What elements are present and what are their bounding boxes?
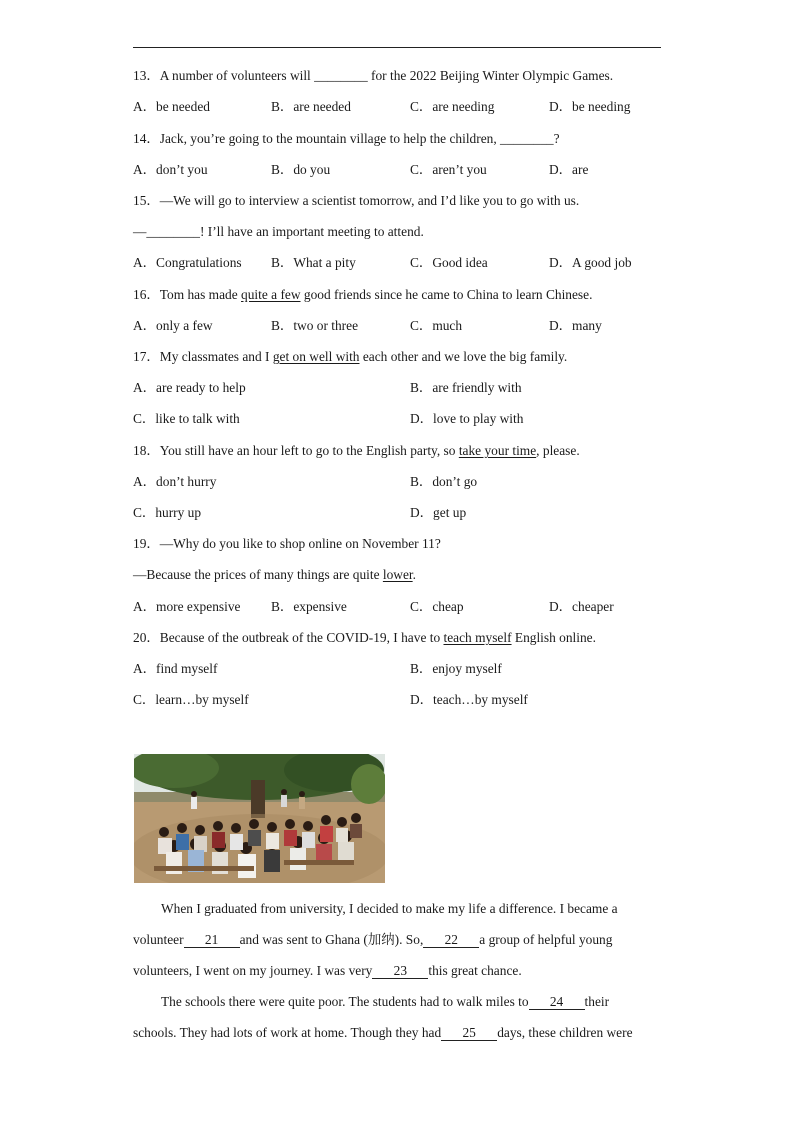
q17-option-d[interactable]: D．love to play with [410, 411, 524, 426]
question-14: 14．Jack, you’re going to the mountain village to help the children, ________? [133, 131, 560, 146]
underlined-phrase: take your time [458, 443, 537, 458]
q20-option-a[interactable]: A．find myself [133, 661, 218, 676]
blank-22[interactable]: 22 [423, 932, 479, 948]
q15-option-d[interactable]: D．A good job [549, 255, 632, 270]
blank-23[interactable]: 23 [372, 963, 428, 979]
q18-option-c[interactable]: C．hurry up [133, 505, 202, 520]
blank-21[interactable]: 21 [184, 932, 240, 948]
q17-option-c[interactable]: C．like to talk with [133, 411, 240, 426]
q20-option-d[interactable]: D．teach…by myself [410, 692, 528, 707]
q17-option-b[interactable]: B．are friendly with [410, 380, 522, 395]
q16-option-a[interactable]: A．only a few [133, 318, 213, 333]
question-13: 13．A number of volunteers will ________ for the 2022 Beijing Winter Olympic Games. [133, 68, 614, 83]
passage-line-1: When I graduated from university, I decided to make my life a difference. I became a [161, 901, 618, 916]
header-rule [133, 47, 661, 48]
underlined-phrase: teach myself [443, 630, 512, 645]
question-16: 16．Tom has made quite a few good friends since he came to China to learn Chinese. [133, 287, 593, 302]
q13-option-b[interactable]: B．are needed [271, 99, 351, 114]
q16-option-b[interactable]: B．two or three [271, 318, 359, 333]
q18-option-b[interactable]: B．don’t go [410, 474, 478, 489]
q16-option-c[interactable]: C．much [410, 318, 463, 333]
passage-line-3: volunteers, I went on my journey. I was very 23 this great chance. [133, 963, 522, 978]
q19-option-d[interactable]: D．cheaper [549, 599, 614, 614]
underlined-phrase: get on well with [272, 349, 360, 364]
q16-option-d[interactable]: D．many [549, 318, 602, 333]
question-20: 20．Because of the outbreak of the COVID-19, I have to teach myself English online. [133, 630, 596, 645]
q14-option-a[interactable]: A．don’t you [133, 162, 208, 177]
q13-option-c[interactable]: C．are needing [410, 99, 495, 114]
passage-line-4: The schools there were quite poor. The students had to walk miles to 24 their [161, 994, 610, 1009]
blank-25[interactable]: 25 [441, 1025, 497, 1041]
q18-option-a[interactable]: A．don’t hurry [133, 474, 217, 489]
q18-option-d[interactable]: D．get up [410, 505, 467, 520]
q14-option-d[interactable]: D．are [549, 162, 589, 177]
passage-line-5: schools. They had lots of work at home. Though they had 25 days, these children were [133, 1025, 633, 1040]
q19-option-b[interactable]: B．expensive [271, 599, 347, 614]
q15-option-b[interactable]: B．What a pity [271, 255, 356, 270]
passage-line-2: volunteer 21 and was sent to Ghana (加纳). So, 22 a group of helpful young [133, 932, 613, 947]
q20-option-b[interactable]: B．enjoy myself [410, 661, 502, 676]
passage-photo [134, 754, 385, 883]
underlined-phrase: quite a few [241, 287, 301, 302]
q13-option-a[interactable]: A．be needed [133, 99, 210, 114]
children-under-tree-image [134, 754, 385, 883]
q20-option-c[interactable]: C．learn…by myself [133, 692, 249, 707]
question-19: 19．—Why do you like to shop online on November 11? [133, 536, 441, 551]
question-15: 15．—We will go to interview a scientist tomorrow, and I’d like you to go with us. [133, 193, 580, 208]
q14-option-b[interactable]: B．do you [271, 162, 331, 177]
question-19-reply: —Because the prices of many things are quite lower. [133, 567, 416, 582]
q19-option-c[interactable]: C．cheap [410, 599, 464, 614]
question-18: 18．You still have an hour left to go to the English party, so take your time, please. [133, 443, 580, 458]
q14-option-c[interactable]: C．aren’t you [410, 162, 487, 177]
q17-option-a[interactable]: A．are ready to help [133, 380, 246, 395]
q19-option-a[interactable]: A．more expensive [133, 599, 241, 614]
blank-24[interactable]: 24 [529, 994, 585, 1010]
underlined-phrase: lower [382, 567, 413, 582]
question-15-reply: —________! I’ll have an important meeting to attend. [133, 224, 424, 239]
q15-option-a[interactable]: A．Congratulations [133, 255, 242, 270]
q15-option-c[interactable]: C．Good idea [410, 255, 488, 270]
q13-option-d[interactable]: D．be needing [549, 99, 631, 114]
question-17: 17．My classmates and I get on well with each other and we love the big family. [133, 349, 568, 364]
